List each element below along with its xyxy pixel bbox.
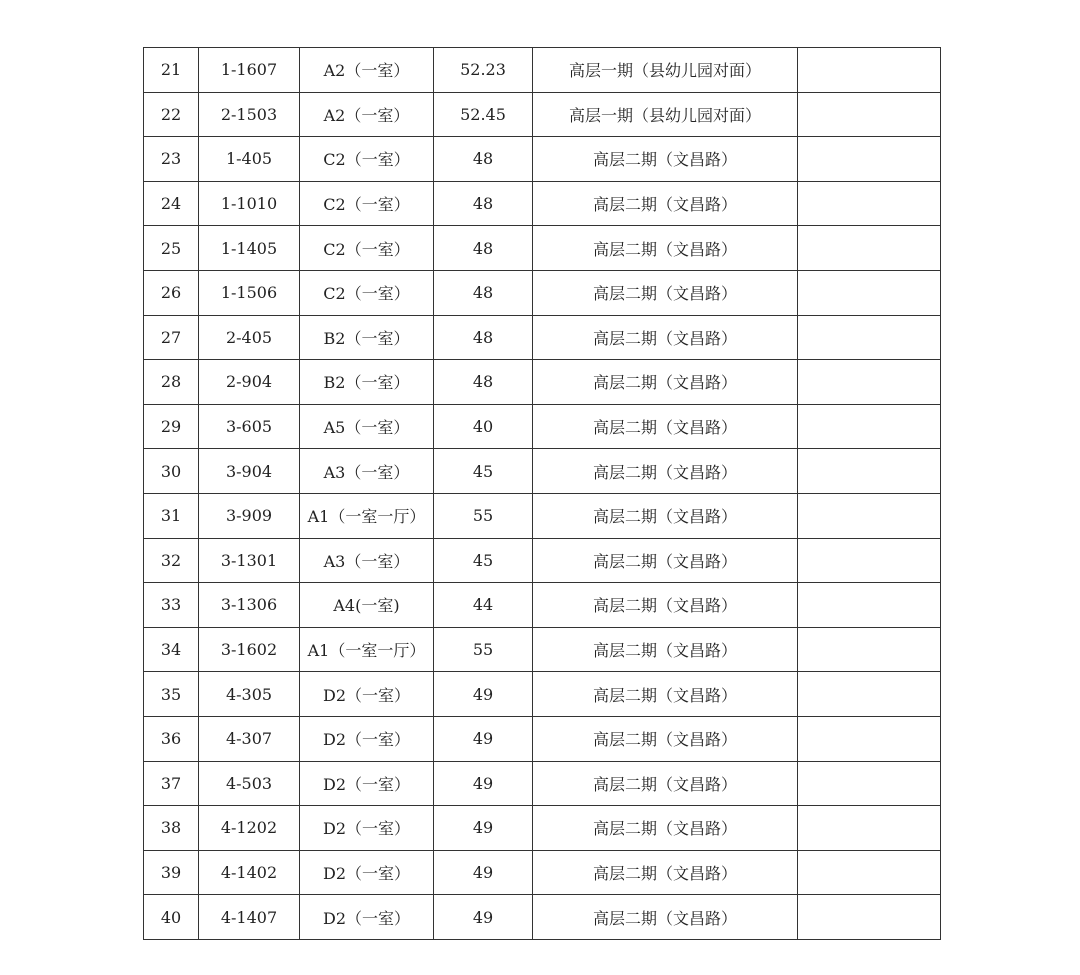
- area-cell: 55: [434, 493, 533, 538]
- unit-type-cell: C2（一室）: [300, 181, 434, 226]
- note-cell: [798, 716, 941, 761]
- room-number-cell: 2-405: [199, 315, 300, 360]
- row-number-cell: 39: [144, 850, 199, 895]
- table-body: [144, 48, 941, 940]
- area-cell: 45: [434, 449, 533, 494]
- unit-type-cell: C2（一室）: [300, 137, 434, 182]
- room-number-cell: 1-1010: [199, 181, 300, 226]
- location-cell: 高层二期（文昌路）: [533, 315, 798, 360]
- room-number-cell: 3-1602: [199, 627, 300, 672]
- unit-type-cell: D2（一室）: [300, 716, 434, 761]
- room-number-cell: 3-904: [199, 449, 300, 494]
- row-number-cell: 26: [144, 270, 199, 315]
- area-cell: 52.45: [434, 92, 533, 137]
- table-row: [144, 538, 941, 583]
- note-cell: [798, 360, 941, 405]
- room-number-cell: 1-1607: [199, 48, 300, 93]
- row-number-cell: 34: [144, 627, 199, 672]
- area-cell: 45: [434, 538, 533, 583]
- location-cell: 高层二期（文昌路）: [533, 270, 798, 315]
- row-number-cell: 25: [144, 226, 199, 271]
- location-cell: 高层二期（文昌路）: [533, 493, 798, 538]
- housing-table: [143, 47, 941, 940]
- table-row: [144, 270, 941, 315]
- location-cell: 高层二期（文昌路）: [533, 137, 798, 182]
- room-number-cell: 4-305: [199, 672, 300, 717]
- table-row: [144, 360, 941, 405]
- location-cell: 高层二期（文昌路）: [533, 716, 798, 761]
- row-number-cell: 23: [144, 137, 199, 182]
- area-cell: 49: [434, 672, 533, 717]
- unit-type-cell: D2（一室）: [300, 806, 434, 851]
- unit-type-cell: B2（一室）: [300, 315, 434, 360]
- unit-type-cell: D2（一室）: [300, 672, 434, 717]
- note-cell: [798, 137, 941, 182]
- location-cell: 高层二期（文昌路）: [533, 226, 798, 271]
- table-row: [144, 895, 941, 940]
- location-cell: 高层二期（文昌路）: [533, 627, 798, 672]
- note-cell: [798, 895, 941, 940]
- unit-type-cell: A5（一室）: [300, 404, 434, 449]
- note-cell: [798, 761, 941, 806]
- row-number-cell: 21: [144, 48, 199, 93]
- room-number-cell: 3-909: [199, 493, 300, 538]
- row-number-cell: 33: [144, 583, 199, 628]
- row-number-cell: 40: [144, 895, 199, 940]
- row-number-cell: 28: [144, 360, 199, 405]
- unit-type-cell: A1（一室一厅）: [300, 493, 434, 538]
- area-cell: 48: [434, 360, 533, 405]
- area-cell: 55: [434, 627, 533, 672]
- row-number-cell: 24: [144, 181, 199, 226]
- area-cell: 49: [434, 806, 533, 851]
- location-cell: 高层二期（文昌路）: [533, 538, 798, 583]
- row-number-cell: 38: [144, 806, 199, 851]
- unit-type-cell: D2（一室）: [300, 850, 434, 895]
- note-cell: [798, 583, 941, 628]
- unit-type-cell: A4(一室): [300, 583, 434, 628]
- unit-type-cell: A3（一室）: [300, 449, 434, 494]
- unit-type-cell: C2（一室）: [300, 226, 434, 271]
- location-cell: 高层二期（文昌路）: [533, 360, 798, 405]
- note-cell: [798, 48, 941, 93]
- location-cell: 高层二期（文昌路）: [533, 850, 798, 895]
- area-cell: 48: [434, 270, 533, 315]
- area-cell: 40: [434, 404, 533, 449]
- table-row: [144, 761, 941, 806]
- area-cell: 44: [434, 583, 533, 628]
- location-cell: 高层二期（文昌路）: [533, 806, 798, 851]
- unit-type-cell: A2（一室）: [300, 48, 434, 93]
- unit-type-cell: B2（一室）: [300, 360, 434, 405]
- room-number-cell: 3-1301: [199, 538, 300, 583]
- note-cell: [798, 92, 941, 137]
- note-cell: [798, 672, 941, 717]
- table-row: [144, 226, 941, 271]
- location-cell: 高层一期（县幼儿园对面）: [533, 92, 798, 137]
- row-number-cell: 27: [144, 315, 199, 360]
- area-cell: 48: [434, 226, 533, 271]
- unit-type-cell: C2（一室）: [300, 270, 434, 315]
- location-cell: 高层二期（文昌路）: [533, 449, 798, 494]
- table-row: [144, 315, 941, 360]
- table-row: [144, 627, 941, 672]
- table-row: [144, 137, 941, 182]
- note-cell: [798, 538, 941, 583]
- location-cell: 高层二期（文昌路）: [533, 404, 798, 449]
- table-row: [144, 48, 941, 93]
- room-number-cell: 4-1402: [199, 850, 300, 895]
- location-cell: 高层二期（文昌路）: [533, 895, 798, 940]
- table-row: [144, 716, 941, 761]
- area-cell: 49: [434, 761, 533, 806]
- unit-type-cell: A1（一室一厅）: [300, 627, 434, 672]
- table-row: [144, 92, 941, 137]
- table-row: [144, 850, 941, 895]
- area-cell: 49: [434, 850, 533, 895]
- table-row: [144, 449, 941, 494]
- location-cell: 高层二期（文昌路）: [533, 583, 798, 628]
- table-row: [144, 404, 941, 449]
- location-cell: 高层一期（县幼儿园对面）: [533, 48, 798, 93]
- note-cell: [798, 404, 941, 449]
- area-cell: 49: [434, 716, 533, 761]
- row-number-cell: 22: [144, 92, 199, 137]
- room-number-cell: 3-1306: [199, 583, 300, 628]
- note-cell: [798, 806, 941, 851]
- row-number-cell: 30: [144, 449, 199, 494]
- note-cell: [798, 493, 941, 538]
- row-number-cell: 37: [144, 761, 199, 806]
- area-cell: 48: [434, 181, 533, 226]
- room-number-cell: 2-904: [199, 360, 300, 405]
- note-cell: [798, 181, 941, 226]
- note-cell: [798, 270, 941, 315]
- area-cell: 49: [434, 895, 533, 940]
- unit-type-cell: A2（一室）: [300, 92, 434, 137]
- note-cell: [798, 850, 941, 895]
- room-number-cell: 1-1405: [199, 226, 300, 271]
- table-row: [144, 181, 941, 226]
- table-row: [144, 583, 941, 628]
- note-cell: [798, 449, 941, 494]
- unit-type-cell: D2（一室）: [300, 895, 434, 940]
- row-number-cell: 36: [144, 716, 199, 761]
- row-number-cell: 31: [144, 493, 199, 538]
- room-number-cell: 1-405: [199, 137, 300, 182]
- room-number-cell: 1-1506: [199, 270, 300, 315]
- table-row: [144, 672, 941, 717]
- note-cell: [798, 226, 941, 271]
- location-cell: 高层二期（文昌路）: [533, 761, 798, 806]
- table-row: [144, 493, 941, 538]
- unit-type-cell: A3（一室）: [300, 538, 434, 583]
- row-number-cell: 35: [144, 672, 199, 717]
- room-number-cell: 2-1503: [199, 92, 300, 137]
- note-cell: [798, 315, 941, 360]
- location-cell: 高层二期（文昌路）: [533, 672, 798, 717]
- note-cell: [798, 627, 941, 672]
- row-number-cell: 32: [144, 538, 199, 583]
- area-cell: 52.23: [434, 48, 533, 93]
- unit-type-cell: D2（一室）: [300, 761, 434, 806]
- room-number-cell: 4-503: [199, 761, 300, 806]
- room-number-cell: 4-1407: [199, 895, 300, 940]
- table-row: [144, 806, 941, 851]
- location-cell: 高层二期（文昌路）: [533, 181, 798, 226]
- area-cell: 48: [434, 315, 533, 360]
- area-cell: 48: [434, 137, 533, 182]
- room-number-cell: 4-307: [199, 716, 300, 761]
- room-number-cell: 3-605: [199, 404, 300, 449]
- row-number-cell: 29: [144, 404, 199, 449]
- room-number-cell: 4-1202: [199, 806, 300, 851]
